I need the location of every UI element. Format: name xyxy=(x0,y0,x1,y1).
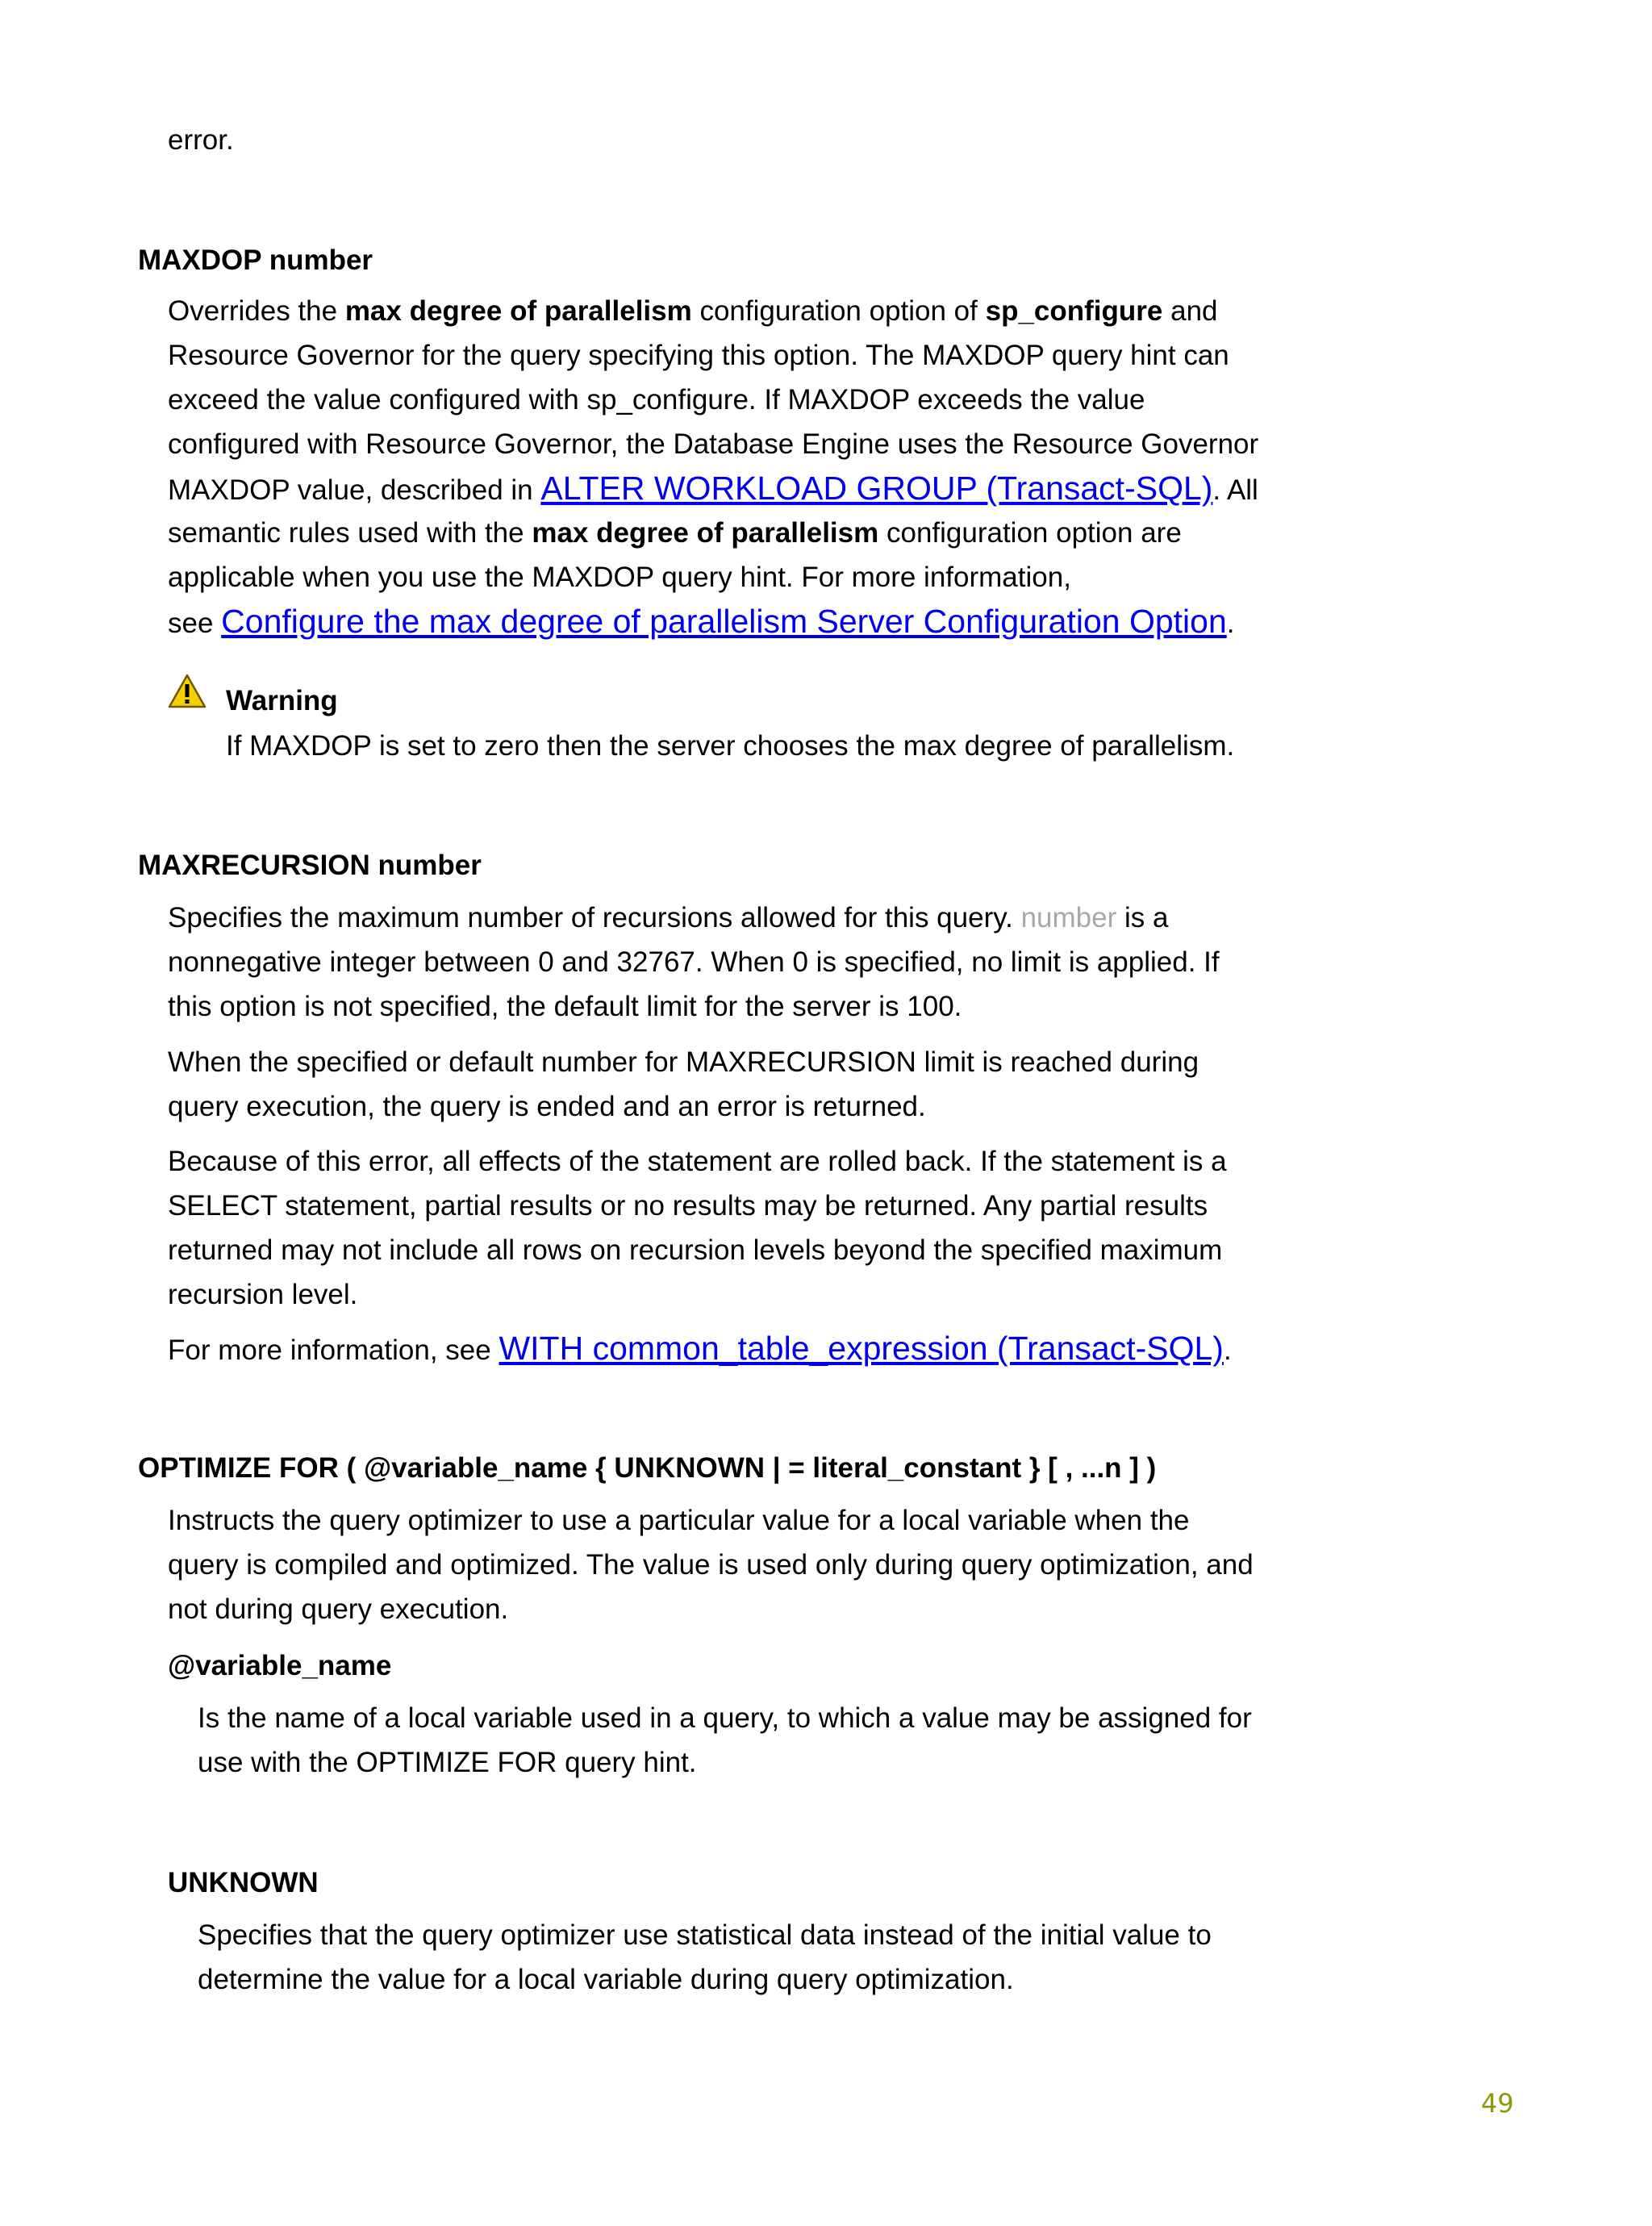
text-run: Specifies the maximum number of recursions allowed for this query. xyxy=(168,902,1021,933)
text-run: Overrides the xyxy=(168,295,345,327)
warning-text: If MAXDOP is set to zero then the server chooses the max degree of parallelism. xyxy=(226,730,1235,762)
text-line: determine the value for a local variable during query optimization. xyxy=(198,1964,1014,1995)
text-run: . xyxy=(1226,608,1235,639)
text-run: is a xyxy=(1116,902,1169,933)
text-line xyxy=(168,1326,1232,1371)
text-line: applicable when you use the MAXDOP query hint. For more information, xyxy=(168,562,1071,593)
text-run: MAXDOP value, described in xyxy=(168,474,541,506)
optimize-for-description xyxy=(168,1498,1254,1631)
text-line: use with the OPTIMIZE FOR query hint. xyxy=(198,1747,697,1778)
configure-maxdop-link[interactable]: Configure the max degree of parallelism Server Configuration Option xyxy=(221,603,1227,640)
text-line: When the specified or default number for MAXRECURSION limit is reached during xyxy=(168,1046,1199,1078)
text-line xyxy=(168,511,1258,555)
maxrecursion-para-4 xyxy=(168,1326,1232,1371)
text-run: see xyxy=(168,608,222,639)
text-line: SELECT statement, partial results or no results may be returned. Any partial results xyxy=(168,1190,1208,1222)
text-line: Specifies that the query optimizer use statistical data instead of the initial value to xyxy=(198,1919,1212,1951)
text-line: Because of this error, all effects of the statement are rolled back. If the statement is a xyxy=(168,1146,1227,1177)
text-line: not during query execution. xyxy=(168,1593,509,1625)
text-line: Is the name of a local variable used in a query, to which a value may be assigned for xyxy=(198,1702,1252,1734)
bold-term: max degree of parallelism xyxy=(532,517,879,549)
term-unknown: UNKNOWN xyxy=(168,1867,319,1898)
bold-term: sp_configure xyxy=(985,295,1163,327)
bold-term: max degree of parallelism xyxy=(344,295,692,327)
text-line xyxy=(168,289,1258,333)
term-maxrecursion: MAXRECURSION number xyxy=(138,850,482,881)
text-line: configured with Resource Governor, the Database Engine uses the Resource Governor xyxy=(168,428,1259,460)
text-run: semantic rules used with the xyxy=(168,517,532,549)
warning-triangle-icon xyxy=(168,674,206,709)
text-line: query execution, the query is ended and an error is returned. xyxy=(168,1091,926,1122)
text-line: exceed the value configured with sp_configure. If MAXDOP exceeds the value xyxy=(168,384,1145,416)
term-maxdop: MAXDOP number xyxy=(138,244,373,276)
with-cte-link[interactable]: WITH common_table_expression (Transact-SQL) xyxy=(499,1330,1224,1367)
maxrecursion-para-3 xyxy=(168,1139,1227,1317)
variable-name-description xyxy=(198,1696,1252,1785)
term-optimize-for: OPTIMIZE FOR ( @variable_name { UNKNOWN | = literal_constant } [ , ...n ] ) xyxy=(138,1452,1157,1484)
text-run: configuration option are xyxy=(878,517,1182,549)
maxdop-description xyxy=(168,289,1258,644)
page-number: 49 xyxy=(1481,2088,1514,2119)
text-run: . All xyxy=(1212,474,1258,506)
text-run: . xyxy=(1223,1334,1232,1366)
maxrecursion-para-1 xyxy=(168,896,1220,1029)
text-line xyxy=(168,466,1258,511)
text-line: Resource Governor for the query specifying this option. The MAXDOP query hint can xyxy=(168,340,1229,371)
text-line: Instructs the query optimizer to use a particular value for a local variable when the xyxy=(168,1505,1190,1536)
text-line: recursion level. xyxy=(168,1279,358,1310)
text-line: query is compiled and optimized. The value is used only during query optimization, and xyxy=(168,1549,1254,1581)
text-line: nonnegative integer between 0 and 32767. When 0 is specified, no limit is applied. If xyxy=(168,946,1220,978)
maxrecursion-para-2 xyxy=(168,1040,1199,1129)
top-fragment: error. xyxy=(168,124,234,156)
warning-title: Warning xyxy=(226,685,338,716)
text-line: this option is not specified, the default limit for the server is 100. xyxy=(168,991,962,1022)
text-line xyxy=(168,599,1258,644)
text-run: and xyxy=(1162,295,1218,327)
text-run: For more information, see xyxy=(168,1334,499,1366)
muted-term: number xyxy=(1020,902,1117,933)
unknown-description xyxy=(198,1913,1212,2002)
text-run: configuration option of xyxy=(691,295,986,327)
term-variable-name: @variable_name xyxy=(168,1650,392,1681)
text-line: returned may not include all rows on recursion levels beyond the specified maximum xyxy=(168,1234,1223,1266)
alter-workload-group-link[interactable]: ALTER WORKLOAD GROUP (Transact-SQL) xyxy=(540,470,1213,507)
text-line xyxy=(168,896,1220,940)
